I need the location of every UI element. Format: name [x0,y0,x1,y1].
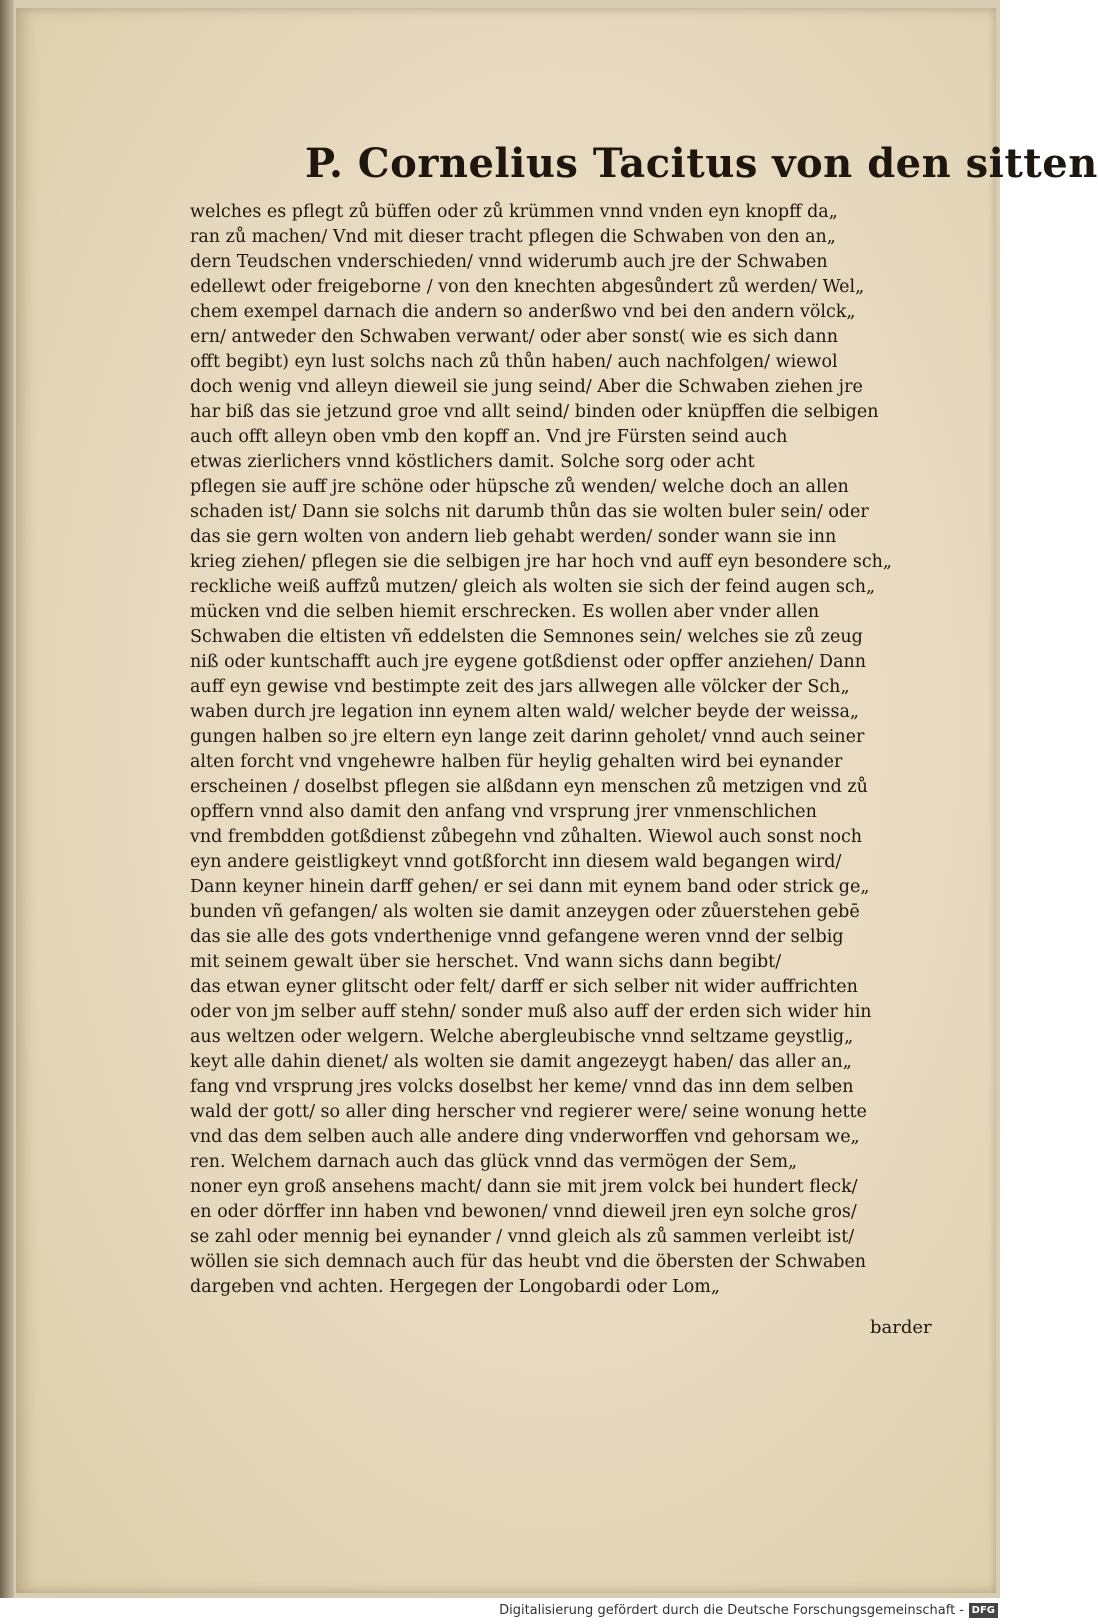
text-line: chem exempel darnach die andern so anderßwo vnd bei den andern völck„ [190,302,856,322]
footer-bar [0,1598,1000,1624]
text-line: eyn andere geistligkeyt vnnd gotßforcht inn diesem wald begangen wird/ [190,852,842,872]
text-line: waben durch jre legation inn eynem alten wald/ welcher beyde der weissa„ [190,702,859,722]
text-line: das sie alle des gots vnderthenige vnnd gefangene weren vnnd der selbig [190,927,844,947]
text-line: noner eyn groß ansehens macht/ dann sie mit jrem volck bei hundert fleck/ [190,1177,858,1197]
text-line: mücken vnd die selben hiemit erschrecken. Es wollen aber vnder allen [190,602,820,622]
footer-credit: Digitalisierung gefördert durch die Deutsche Forschungsgemeinschaft - [499,1603,964,1618]
text-line: etwas zierlichers vnnd köstlichers damit. Solche sorg oder acht [190,452,755,472]
book-edge [0,0,14,1598]
text-line: das etwan eyner glitscht oder felt/ darff er sich selber nit wider auffrichten [190,977,858,997]
text-line: opffern vnnd also damit den anfang vnd vrsprung jrer vnmenschlichen [190,802,817,822]
text-line: aus weltzen oder welgern. Welche abergleubische vnnd seltzame geystlig„ [190,1027,854,1047]
text-line: ren. Welchem darnach auch das glück vnnd das vermögen der Sem„ [190,1152,798,1172]
text-line: reckliche weiß auffzů mutzen/ gleich als wolten sie sich der feind augen sch„ [190,577,876,597]
text-line: har biß das sie jetzund groe vnd allt seind/ binden oder knüpffen die selbigen [190,402,879,422]
text-line: ern/ antweder den Schwaben verwant/ oder aber sonst( wie es sich dann [190,327,838,347]
text-line: dern Teudschen vnderschieden/ vnnd widerumb auch jre der Schwaben [190,252,828,272]
text-line: dargeben vnd achten. Hergegen der Longobardi oder Lom„ [190,1277,720,1297]
text-line: schaden ist/ Dann sie solchs nit darumb thůn das sie wolten buler sein/ oder [190,502,869,522]
text-line: doch wenig vnd alleyn dieweil sie jung seind/ Aber die Schwaben ziehen jre [190,377,863,397]
text-line: vnd frembdden gotßdienst zůbegehn vnd zůhalten. Wiewol auch sonst noch [190,827,863,847]
text-line: Schwaben die eltisten vñ eddelsten die Semnones sein/ welches sie zů zeug [190,627,863,647]
catchword: barder [870,1317,932,1338]
text-line: Dann keyner hinein darff gehen/ er sei dann mit eynem band oder strick ge„ [190,877,870,897]
body-text [190,200,950,1300]
text-line: das sie gern wolten von andern lieb gehabt werden/ sonder wann sie inn [190,527,837,547]
text-line: auff eyn gewise vnd bestimpte zeit des jars allwegen alle völcker der Sch„ [190,677,850,697]
text-line: fang vnd vrsprung jres volcks doselbst her keme/ vnnd das inn dem selben [190,1077,854,1097]
text-line: pflegen sie auff jre schöne oder hüpsche zů wenden/ welche doch an allen [190,477,849,497]
dfg-logo: DFG [969,1603,998,1618]
text-line: gungen halben so jre eltern eyn lange zeit darinn geholet/ vnnd auch seiner [190,727,865,747]
text-line: alten forcht vnd vngehewre halben für heylig gehalten wird bei eynander [190,752,843,772]
text-line: keyt alle dahin dienet/ als wolten sie damit angezeygt haben/ das aller an„ [190,1052,852,1072]
text-line: bunden vñ gefangen/ als wolten sie damit anzeygen oder zůuerstehen gebē [190,902,860,922]
text-line: niß oder kuntschafft auch jre eygene gotßdienst oder opffer anziehen/ Dann [190,652,867,672]
text-line: auch offt alleyn oben vmb den kopff an. Vnd jre Fürsten seind auch [190,427,788,447]
text-line: offt begibt) eyn lust solchs nach zů thůn haben/ auch nachfolgen/ wiewol [190,352,838,372]
text-line: edellewt oder freigeborne / von den knechten abgesůndert zů werden/ Wel„ [190,277,865,297]
text-line: se zahl oder mennig bei eynander / vnnd gleich als zů sammen verleibt ist/ [190,1227,855,1247]
text-line: mit seinem gewalt über sie herschet. Vnd wann sichs dann begibt/ [190,952,782,972]
text-line: en oder dörffer inn haben vnd bewonen/ vnnd dieweil jren eyn solche gros/ [190,1202,857,1222]
text-line: wöllen sie sich demnach auch für das heubt vnd die öbersten der Schwaben [190,1252,867,1272]
text-line: erscheinen / doselbst pflegen sie alßdann eyn menschen zů metzigen vnd zů [190,777,868,797]
running-head: P. Cornelius Tacitus von den sitten [305,140,1098,187]
text-line: ran zů machen/ Vnd mit dieser tracht pflegen die Schwaben von den an„ [190,227,836,247]
text-line: wald der gott/ so aller ding herscher vnd regierer were/ seine wonung hette [190,1102,867,1122]
text-line: oder von jm selber auff stehn/ sonder muß also auff der erden sich wider hin [190,1002,872,1022]
text-line: welches es pflegt zů büffen oder zů krümmen vnnd vnden eyn knopff da„ [190,202,838,222]
text-line: krieg ziehen/ pflegen sie die selbigen jre har hoch vnd auff eyn besondere sch„ [190,552,892,572]
text-line: vnd das dem selben auch alle andere ding vnderworffen vnd gehorsam we„ [190,1127,860,1147]
